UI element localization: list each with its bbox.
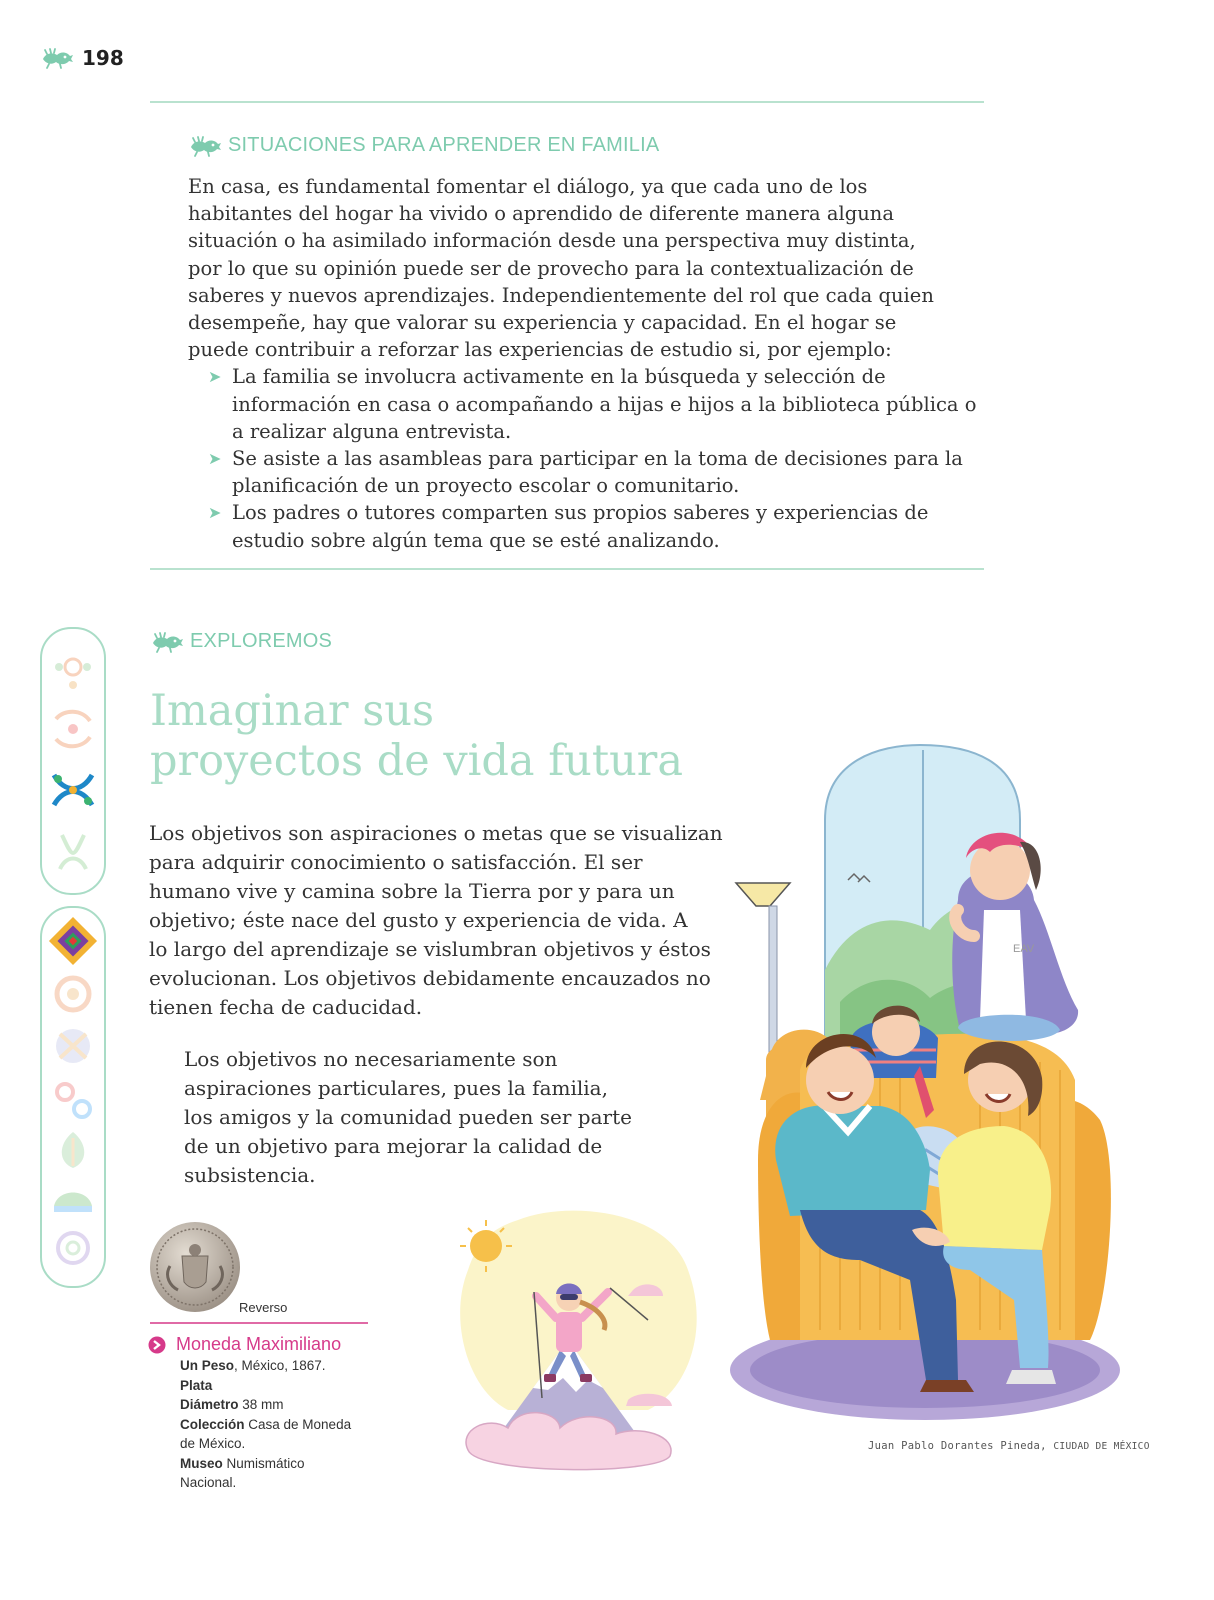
campo-icon-8	[57, 1084, 90, 1117]
family-line: por lo que su opinión puede ser de provecho para la contextualización de	[188, 256, 914, 280]
family-line: situación o ha asimilado información desde una perspectiva muy distinta,	[188, 229, 916, 253]
coin-detail-line: Plata	[180, 1377, 213, 1393]
campo-icon-11	[58, 1233, 88, 1263]
family-bullet-list	[208, 363, 988, 553]
campo-icons-upper	[42, 629, 104, 893]
explore-heading-text: EXPLOREMOS	[190, 630, 333, 652]
paragraph-line: de un objetivo para mejorar la calidad de	[184, 1134, 603, 1158]
campo-icon-3	[54, 775, 92, 805]
family-bullet	[208, 445, 988, 499]
family-bullet	[208, 499, 988, 553]
campo-icon-9	[62, 1132, 85, 1168]
coin-detail-line: Colección Casa de Moneda	[180, 1416, 352, 1432]
campo-icon-1	[55, 659, 91, 689]
family-line: desempeñe, hay que valorar su experiencia y capacidad. En el hogar se	[188, 311, 897, 335]
family-line: habitantes del hogar ha vivido o aprendido de diferente manera alguna	[188, 202, 894, 226]
family-bullet	[208, 363, 988, 445]
paragraph-line: humano vive y camina sobre la Tierra por y para un	[149, 879, 675, 903]
explore-paragraph-2	[184, 1045, 684, 1190]
coin-detail-line: Museo Numismático	[180, 1455, 305, 1471]
campo-icon-10	[54, 1193, 92, 1213]
paragraph-line: los amigos y la comunidad pueden ser parte	[184, 1105, 632, 1129]
bullet-line: Se asiste a las asambleas para participar en la toma de decisiones para la	[232, 447, 963, 471]
campo-icon-6	[57, 978, 89, 1010]
campo-icon-7	[56, 1029, 90, 1063]
coin-divider	[150, 1322, 368, 1324]
family-heading-text: SITUACIONES PARA APRENDER EN FAMILIA	[228, 134, 660, 156]
paragraph-line: lo largo del aprendizaje se vislumbran objetivos y éstos	[149, 937, 711, 961]
family-section-heading	[188, 134, 659, 157]
page-number-text: 198	[82, 46, 124, 70]
coin-detail-line: Nacional.	[180, 1475, 237, 1490]
bullet-line: planificación de un proyecto escolar o comunitario.	[232, 474, 740, 498]
explore-section-heading	[150, 630, 332, 653]
person-top-right	[952, 833, 1078, 1041]
climber-illustration	[448, 1200, 710, 1480]
paragraph-line: tienen fecha de caducidad.	[149, 995, 423, 1019]
family-body	[188, 173, 988, 554]
arrow-bullet-icon: ➤	[208, 367, 222, 387]
family-line: En casa, es fundamental fomentar el diálogo, ya que cada uno de los	[188, 175, 868, 198]
axolotl-glyph-icon	[188, 135, 222, 157]
chevron-right-icon	[148, 1336, 166, 1354]
bullet-line: estudio sobre algún tema que se esté analizando.	[232, 528, 720, 552]
coin-side-label: Reverso	[239, 1300, 288, 1315]
title-line: proyectos de vida futura	[150, 736, 683, 786]
campo-icon-4	[60, 835, 86, 869]
campo-icons-lower	[42, 908, 104, 1286]
bullet-line: información en casa o acompañando a hijas e hijos a la biblioteca pública o	[232, 392, 977, 416]
arrow-bullet-icon: ➤	[208, 449, 222, 469]
campo-sidebar-upper	[40, 627, 106, 895]
bottom-divider	[150, 568, 984, 570]
family-line: puede contribuir a reforzar las experiencias de estudio si, por ejemplo:	[188, 338, 892, 362]
bullet-line: La familia se involucra activamente en la búsqueda y selección de	[232, 365, 886, 389]
coin-details	[180, 1356, 351, 1493]
credit-place: CIUDAD DE MÉXICO	[1053, 1441, 1150, 1452]
coin-name: Moneda Maximiliano	[176, 1334, 342, 1354]
page-number	[40, 46, 124, 70]
campo-sidebar-lower	[40, 906, 106, 1288]
paragraph-line: evolucionan. Los objetivos debidamente encauzados no	[149, 966, 711, 990]
paragraph-line: subsistencia.	[184, 1163, 316, 1187]
coin-image	[148, 1220, 242, 1314]
bullet-line: a realizar alguna entrevista.	[232, 419, 512, 443]
paragraph-line: Los objetivos son aspiraciones o metas que se visualizan	[149, 821, 723, 845]
top-divider	[150, 101, 984, 103]
coin-detail-line: Un Peso, México, 1867.	[180, 1358, 326, 1373]
paragraph-line: aspiraciones particulares, pues la familia,	[184, 1076, 608, 1100]
credit-name: Juan Pablo Dorantes Pineda,	[868, 1440, 1047, 1452]
paragraph-line: para adquirir conocimiento o satisfacción. El ser	[149, 850, 643, 874]
arrow-bullet-icon: ➤	[208, 503, 222, 523]
coin-detail-line: de México.	[180, 1436, 246, 1451]
shirt-text: EAV	[1013, 943, 1035, 955]
bullet-line: Los padres o tutores comparten sus propios saberes y experiencias de	[232, 501, 929, 525]
campo-icon-2	[56, 712, 90, 747]
explore-paragraph-1	[149, 819, 749, 1022]
axolotl-glyph-icon	[40, 47, 74, 69]
page-title	[150, 686, 770, 786]
illustration-credit	[868, 1440, 1150, 1452]
axolotl-glyph-icon	[150, 631, 184, 653]
title-line: Imaginar sus	[150, 686, 435, 736]
family-line: saberes y nuevos aprendizajes. Independientemente del rol que cada quien	[188, 283, 934, 307]
paragraph-line: objetivo; éste nace del gusto y experiencia de vida. A	[149, 908, 688, 932]
family-illustration	[730, 740, 1120, 1432]
paragraph-line: Los objetivos no necesariamente son	[184, 1047, 558, 1071]
coin-detail-line: Diámetro 38 mm	[180, 1397, 284, 1412]
coin-title-row	[148, 1334, 341, 1355]
campo-icon-5	[49, 917, 97, 965]
